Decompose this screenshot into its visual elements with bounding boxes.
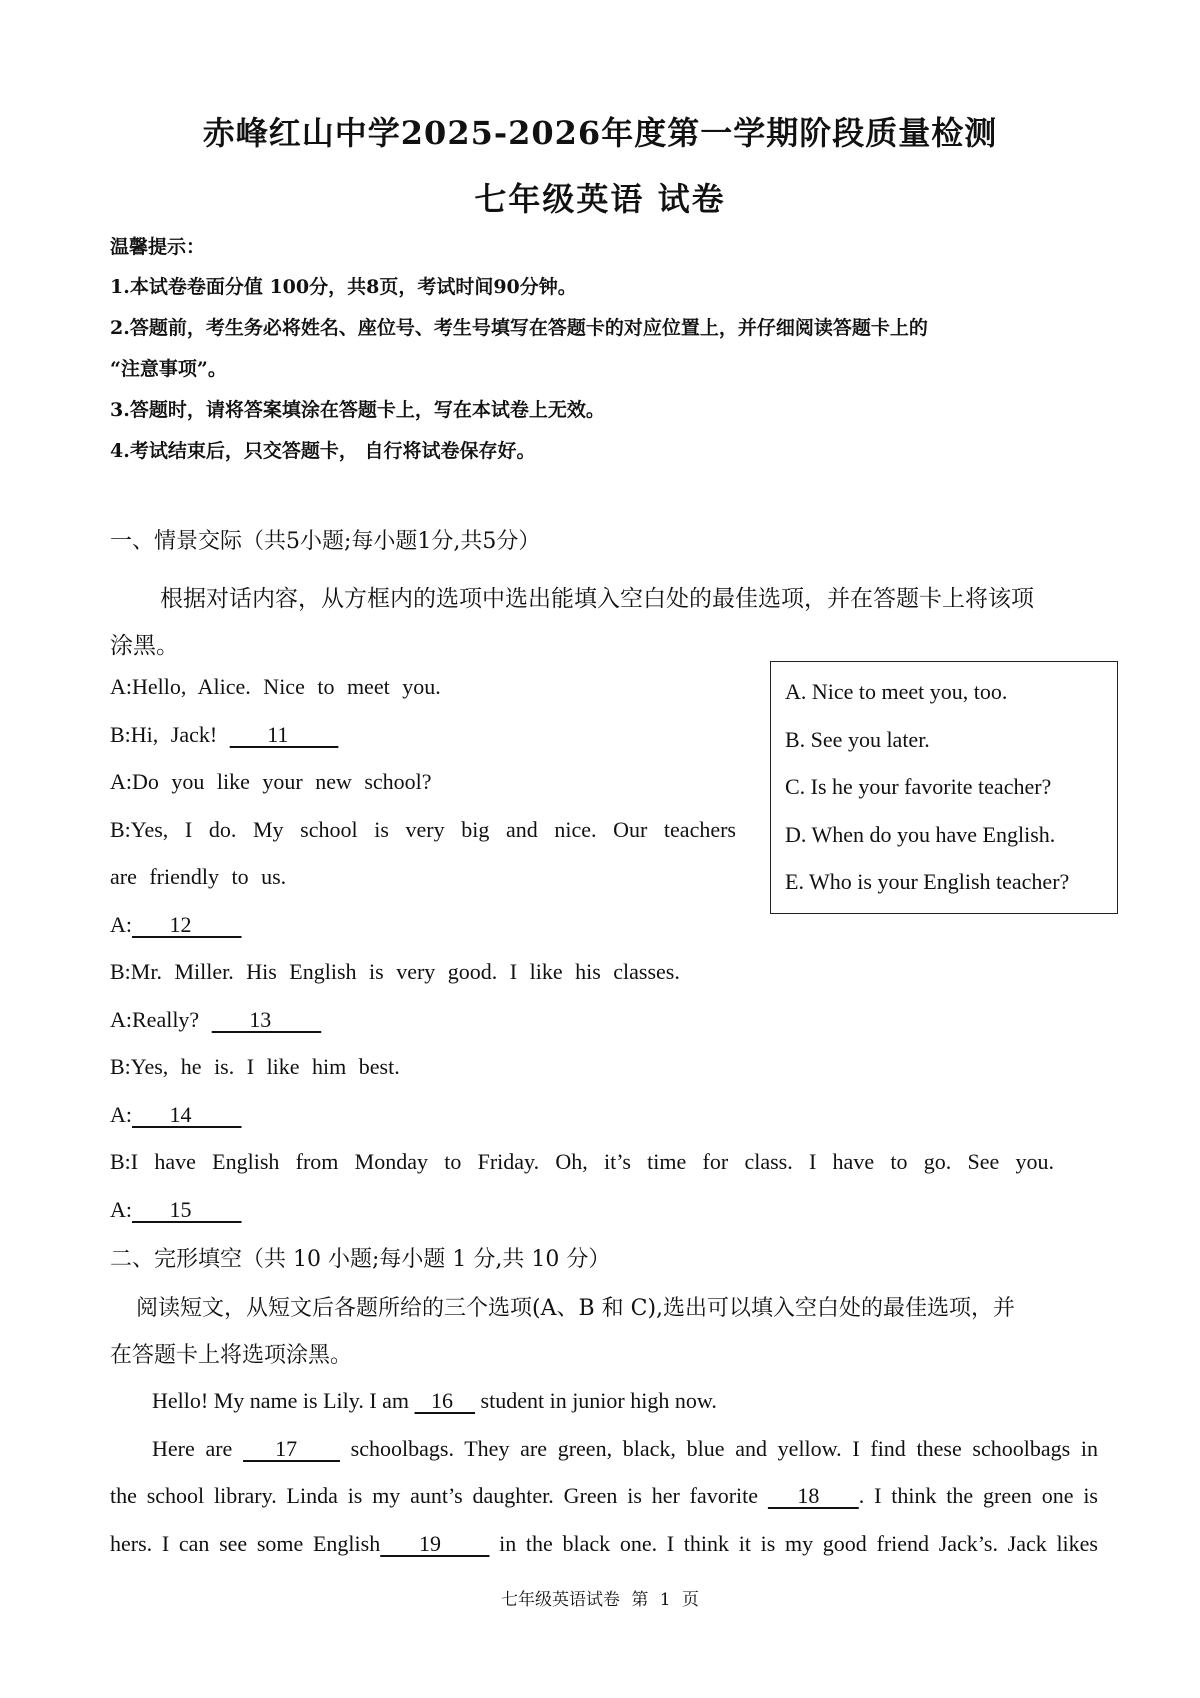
options-box [770,661,1118,914]
passage-line [152,1388,717,1414]
dialogue-text: A: [110,912,132,937]
blank-12: 12 [132,912,242,937]
tip-item: 2.答题前，考生务必将姓名、座位号、考生号填写在答题卡的对应位置上，并仔细阅读答题卡上的 [110,317,928,339]
exam-title: 赤峰红山中学2025-2026年度第一学期阶段质量检测 [202,114,998,152]
passage-text: in the black one. I think it is my good friend Jack’s. Jack likes [489,1531,1098,1556]
blank-18: 18 [767,1483,859,1508]
dialogue-line [110,912,242,938]
dialogue-line [110,1007,321,1033]
tips-heading: 温馨提示： [110,236,206,258]
section1-instruction-cont: 涂黑。 [110,633,179,659]
passage-text: schoolbags. They are green, black, blue and yellow. I find these schoolbags in [339,1436,1099,1461]
passage-line [110,1483,1098,1509]
passage-line [152,1436,1098,1462]
dialogue-line: B:I have English from Monday to Friday. Oh, it’s time for class. I have to go. See you. [110,1149,1054,1174]
tip-item: 4.考试结束后，只交答题卡， 自行将试卷保存好。 [110,440,536,462]
dialogue-line [110,1102,242,1128]
exam-subtitle: 七年级英语 试卷 [474,180,726,218]
dialogue-text: B:Hi, Jack! [110,722,230,747]
section1-heading: 一、情景交际（共5小题;每小题1分,共5分） [110,529,541,554]
blank-11: 11 [229,722,339,747]
blank-17: 17 [243,1436,340,1461]
passage-text: hers. I can see some English [110,1531,381,1556]
passage-text: . I think the green one is [858,1483,1098,1508]
dialogue-line: B:Mr. Miller. His English is very good. I like his classes. [110,959,680,984]
dialogue-text: A:Really? [110,1007,212,1032]
dialogue-line: A:Hello, Alice. Nice to meet you. [110,674,441,699]
blank-13: 13 [211,1007,322,1032]
page-footer: 七年级英语试卷 第 1 页 [500,1590,700,1610]
tip-item: “注意事项”。 [110,358,227,380]
passage-text: Here are [152,1436,244,1461]
blank-19: 19 [380,1531,490,1556]
section2-heading: 二、完形填空（共 10 小题;每小题 1 分,共 10 分） [110,1247,611,1272]
dialogue-text: A: [110,1102,132,1127]
option-e: E. Who is your English teacher? [785,869,1070,894]
option-c: C. Is he your favorite teacher? [785,774,1052,799]
blank-14: 14 [132,1102,242,1127]
section2-instruction: 阅读短文，从短文后各题所给的三个选项(A、B 和 C),选出可以填入空白处的最佳选项，并 [136,1296,1016,1321]
dialogue-line: B:Yes, he is. I like him best. [110,1054,400,1079]
blank-15: 15 [132,1197,242,1222]
dialogue-line [110,722,338,748]
section1-instruction: 根据对话内容，从方框内的选项中选出能填入空白处的最佳选项，并在答题卡上将该项 [160,586,1034,612]
section2-instruction-cont: 在答题卡上将选项涂黑。 [110,1343,353,1368]
option-a: A. Nice to meet you, too. [785,679,1008,704]
tip-item: 3.答题时，请将答案填涂在答题卡上，写在本试卷上无效。 [110,399,605,421]
passage-text: the school library. Linda is my aunt’s daughter. Green is her favorite [110,1483,768,1508]
dialogue-text: A: [110,1197,132,1222]
dialogue-line: are friendly to us. [110,864,287,889]
tip-item: 1.本试卷卷面分值 100分，共8页，考试时间90分钟。 [110,276,577,298]
option-b: B. See you later. [785,727,930,752]
dialogue-line [110,1197,242,1223]
dialogue-line: B:Yes, I do. My school is very big and nice. Our teachers [110,817,736,842]
dialogue-line: A:Do you like your new school? [110,769,432,794]
option-d: D. When do you have English. [785,822,1056,847]
passage-text: Hello! My name is Lily. I am [152,1388,415,1413]
blank-16: 16 [414,1388,476,1413]
passage-line [110,1531,1098,1557]
passage-text: student in junior high now. [475,1388,717,1413]
